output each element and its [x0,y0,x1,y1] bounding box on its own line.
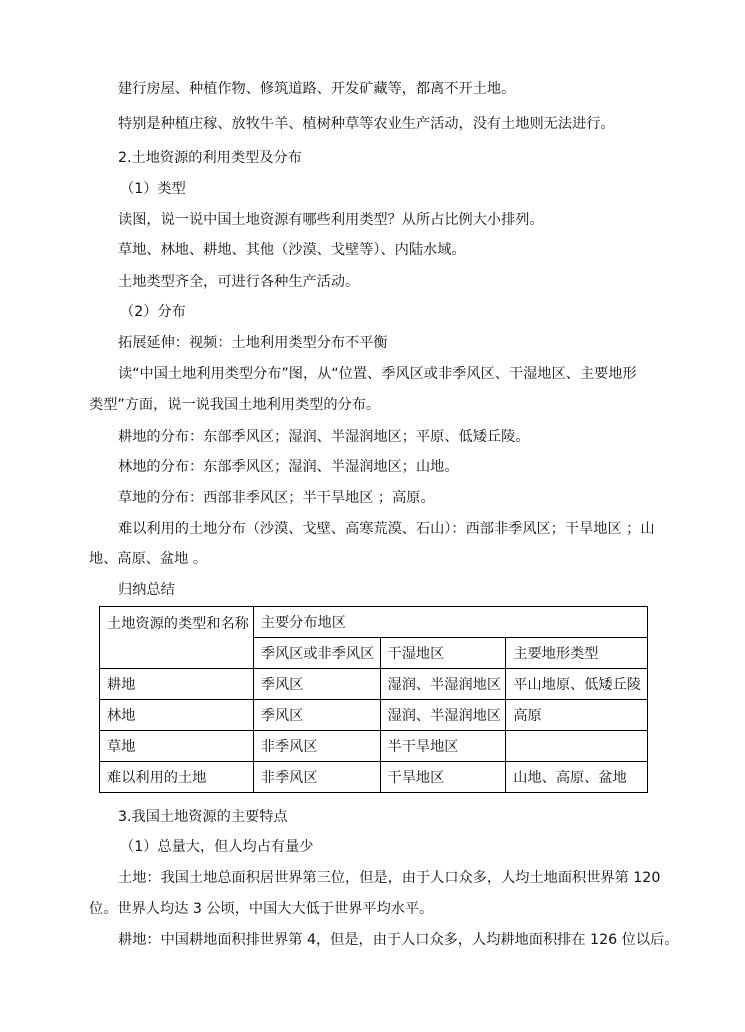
table-cell: 难以利用的土地 [100,762,254,793]
table-row [100,700,648,731]
paragraph-line: 位。世界人均达 3 公顷，中国大大低于世界平均水平。 [89,901,434,917]
table-cell: 耕地 [100,669,254,700]
paragraph-line: 读“中国土地利用类型分布”图，从“位置、季风区或非季风区、干湿地区、主要地形 [118,366,637,382]
table-cell: 非季风区 [253,762,380,793]
table-cell: 非季风区 [253,731,380,762]
paragraph-line: 耕地的分布：东部季风区；湿润、半湿润地区；平原、低矮丘陵。 [118,429,530,445]
table-cell: 半干旱地区 [380,731,506,762]
table-cell: 季风区 [253,700,380,731]
paragraph-line: 读图，说一说中国土地资源有哪些利用类型？从所占比例大小排列。 [118,212,544,228]
table-header-cell: 主要地形类型 [506,638,648,669]
paragraph-line: 草地的分布：西部非季风区；半干旱地区 ；高原。 [118,490,435,506]
table-header-cell: 主要分布地区 [253,607,647,638]
section-heading: 2.土地资源的利用类型及分布 [118,150,302,166]
table-cell: 山地、高原、盆地 [506,762,648,793]
paragraph-line: 拓展延伸：视频：土地利用类型分布不平衡 [118,335,388,351]
table-row [100,762,648,793]
paragraph-line: 难以利用的土地分布（沙漠、戈壁、高寒荒漠、石山）：西部非季风区；干旱地区 ；山 [118,521,655,537]
table-cell: 湿润、半湿润地区 [380,669,506,700]
table-cell: 湿润、半湿润地区 [380,700,506,731]
paragraph-line: 建行房屋、种植作物、修筑道路、开发矿藏等，都离不开土地。 [118,81,516,97]
table-cell: 季风区 [253,669,380,700]
table-cell: 干旱地区 [380,762,506,793]
table-row [100,731,648,762]
table-cell: 高原 [506,700,648,731]
table-cell: 草地 [100,731,254,762]
paragraph-line: 耕地：中国耕地面积排世界第 4，但是，由于人口众多，人均耕地面积排在 126 位以后。 [118,932,679,948]
table-caption: 归纳总结 [118,582,175,598]
section-heading: 3.我国土地资源的主要特点 [118,809,288,825]
paragraph-line: 地、高原、盆地 。 [89,551,208,567]
summary-table [99,606,648,793]
table-header-cell: 季风区或非季风区 [253,638,380,669]
paragraph-line: 草地、林地、耕地、其他（沙漠、戈壁等）、内陆水域。 [118,242,466,258]
subsection-heading: （2）分布 [120,304,186,320]
table-cell: 林地 [100,700,254,731]
table-row [100,669,648,700]
table-header-cell: 土地资源的类型和名称 [100,607,254,669]
paragraph-line: 林地的分布：东部季风区；湿润、半湿润地区；山地。 [118,459,459,475]
table-header-row [100,607,648,638]
paragraph-line: 土地：我国土地总面积居世界第三位，但是，由于人口众多，人均土地面积世界第 120 [118,870,661,886]
subsection-heading: （1）总量大，但人均占有量少 [120,839,314,855]
subsection-heading: （1）类型 [120,181,186,197]
table-cell [506,731,648,762]
paragraph-line: 特别是种植庄稼、放牧牛羊、植树种草等农业生产活动，没有土地则无法进行。 [118,116,615,132]
table-cell: 平山地原、低矮丘陵 [506,669,648,700]
paragraph-line: 类型”方面，说一说我国土地利用类型的分布。 [89,397,381,413]
paragraph-line: 土地类型齐全，可进行各种生产活动。 [118,274,360,290]
table-header-cell: 干湿地区 [380,638,506,669]
